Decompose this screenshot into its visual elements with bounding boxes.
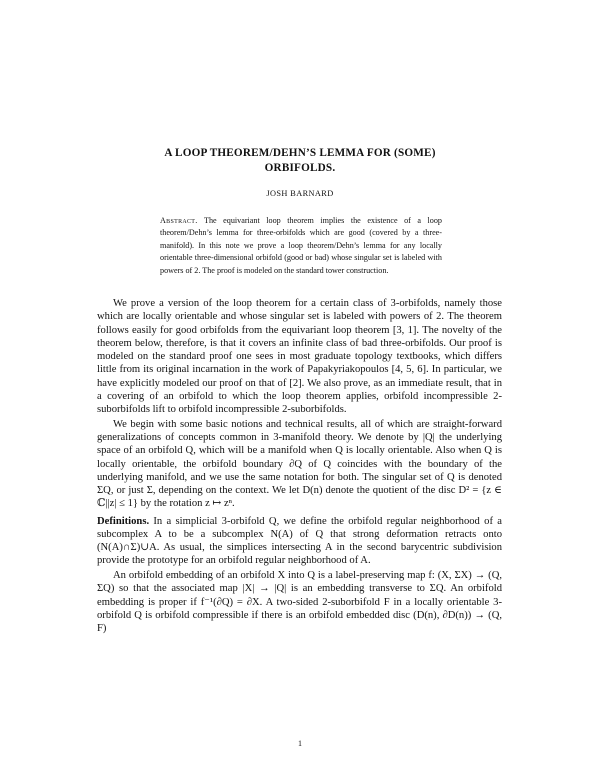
definitions-heading: Definitions. [97,515,150,527]
title-line-1: A LOOP THEOREM/DEHN’S LEMMA FOR (SOME) [164,147,436,159]
paper-title [100,146,500,176]
author-name: JOSH BARNARD [266,189,334,198]
paragraph-intro: We prove a version of the loop theorem for a certain class of 3-orbifolds, namely those which are locally orientable and whose singular set is labeled with powers of 2. The theorem follows easily for good orbifolds from the equivariant loop theorem [3, 1]. The novelty of the theorem below, therefore, is that it covers an infinite class of bad three-orbifolds. Our proof is modeled on the standard proof one sees in most graduate topology textbooks, which differs little from its original incarnation in the work of Papakyriakopoulos [4, 5, 6]. In particular, we have explicitly modeled our proof on that of [2]. We also prove, as an immediate result, that in a covering of an orbifold to which the loop theorem applies, orbifold incompressible 2-suborbifolds lift to orbifold incompressible 2-suborbifolds. [97,298,502,415]
abstract [160,215,442,277]
body-text [97,297,502,637]
title-line-2: ORBIFOLDS. [264,162,336,174]
paragraph-definitions [97,515,502,568]
paragraph-basic-notions: We begin with some basic notions and technical results, all of which are straight-forward generalizations of concepts common in 3-manifold theory. We denote by |Q| the underlying space of an orbifold Q, which will be a manifold when Q is locally orientable. Also when Q is locally orientable, the orbifold boundary ∂Q of Q coincides with the boundary of the underlying manifold, and we use the same notation for both. The singular set of Q is denoted ΣQ, or just Σ, depending on the context. We let D(n) denote the quotient of the disc D² = {z ∈ ℂ||z| ≤ 1} by the rotation z ↦ zⁿ. [97,418,502,510]
definitions-text: In a simplicial 3-orbifold Q, we define the orbifold regular neighborhood of a subcomplex A to be a subcomplex N(A) of Q that strong deformation retracts onto (N(A)∩Σ)∪A. As usual, the simplices intersecting A in the second barycentric subdivision provide the prototype for an orbifold regular neighborhood of A. [97,515,502,567]
abstract-text: The equivariant loop theorem implies the existence of a loop theorem/Dehn’s lemma for three-orbifolds which are good (covered by a three-manifold). In this note we prove a loop theorem/Dehn’s lemma for any locally orientable three-dimensional orbifold (good or bad) whose singular set is labeled with powers of 2. The proof is modeled on the standard tower construction. [160,216,442,275]
page-number: 1 [298,739,302,748]
paragraph-orbifold-embedding: An orbifold embedding of an orbifold X into Q is a label-preserving map f: (X, ΣX) → (Q, ΣQ) so that the associated map |X| → |Q| is an embedding transverse to ΣQ. An orbifold embedding is proper if f⁻¹(∂Q) = ∂X. A two-sided 2-suborbifold F in a locally orientable 3-orbifold Q is orbifold compressible if there is an orbifold embedded disc (D(n), ∂D(n)) → (Q, F) [97,570,502,634]
abstract-heading: Abstract. [160,216,198,225]
